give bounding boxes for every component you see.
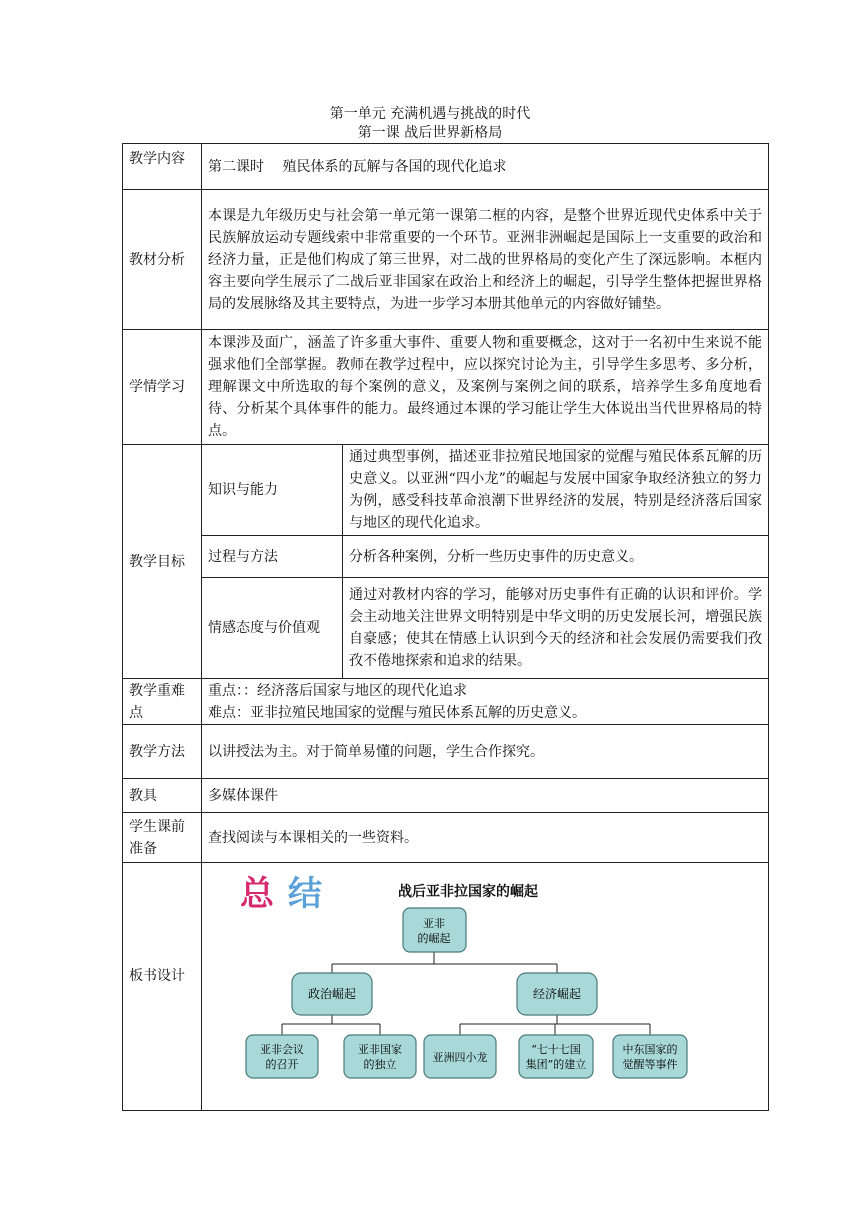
node-politics-label: 政治崛起 [307,987,357,1001]
value-tools: 多媒体课件 [202,779,769,813]
lesson-plan-table [122,143,769,1111]
node-independence-line2: 的独立 [363,1058,397,1071]
goal-value-attitude: 通过对教材内容的学习，能够对历史事件有正确的认识和评价。学会主动地关注世界文明特别是中华文明的历史发展长河，增强民族自豪感；使其在情感上认识到今天的经济和社会发展仍需要我们孜孜不倦地探索和追求的结果。 [343,578,769,679]
value-students: 本课涉及面广，涵盖了许多重大事件、重要人物和重要概念，这对于一名初中生来说不能强求他们全部掌握。教师在教学过程中，应以探究讨论为主，引导学生多思考、多分析，理解课文中所选取的每个案例的意义，及案例与案例之间的联系，培养学生多角度地看待、分析某个具体事件的能力。最终通过本课的学习能让学生大体说出当代世界格局的特点。 [202,330,769,445]
node-root-line2: 的崛起 [417,932,451,945]
goal-label-process: 过程与方法 [202,536,343,578]
node-g77-line1: “七十七国 [531,1043,581,1056]
node-economy [517,973,597,1015]
value-keypoints [202,679,769,725]
label-content: 教学内容 [123,144,202,190]
summary-char-2: 结 [288,874,322,914]
row-material [123,190,769,330]
row-board [123,863,769,1111]
node-independence [344,1035,416,1078]
label-board: 板书设计 [123,863,202,1111]
node-g77 [519,1035,593,1078]
label-goals: 教学目标 [123,445,202,679]
label-keypoints: 教学重难点 [123,679,202,725]
goal-value-knowledge: 通过典型事例，描述亚非拉殖民地国家的觉醒与殖民体系瓦解的历史意义。以亚洲“四小龙”的崛起与发展中国家争取经济独立的努力为例，感受科技革命浪潮下世界经济的发展，特别是经济落后国家与地区的现代化追求。 [343,445,769,536]
board-title: 战后亚非拉国家的崛起 [398,884,538,900]
node-middle-east-box [613,1035,687,1078]
node-g77-line2: 集团”的建立 [525,1058,587,1071]
board-cell [202,863,769,1111]
row-tools [123,779,769,813]
node-economy-label: 经济崛起 [532,987,582,1001]
node-four-dragons [424,1035,496,1078]
node-independence-box [344,1035,416,1078]
row-content [123,144,769,190]
label-material: 教材分析 [123,190,202,330]
node-conference [246,1035,318,1078]
node-g77-box [519,1035,593,1078]
node-independence-line1: 亚非国家 [358,1043,402,1056]
node-conference-line1: 亚非会议 [260,1043,304,1056]
node-middle-east [613,1035,687,1078]
goal-label-attitude: 情感态度与价值观 [202,578,343,679]
summary-char-1: 总 [240,874,274,914]
lesson-title: 第一课 战后世界新格局 [357,125,503,141]
label-method: 教学方法 [123,725,202,779]
goal-label-knowledge: 知识与能力 [202,445,343,536]
focus-text: 重点：：经济落后国家与地区的现代化追求 [208,682,467,699]
row-method [123,725,769,779]
label-students: 学情学习 [123,330,202,445]
node-four-dragons-line1: 亚洲四小龙 [432,1051,488,1064]
row-keypoints [123,679,769,725]
unit-title: 第一单元 充满机遇与挑战的时代 [329,106,531,122]
difficulty-text: 难点：亚非拉殖民地国家的觉醒与殖民体系瓦解的历史意义。 [208,704,586,721]
board-diagram [202,863,768,1109]
row-goal-attitude [123,578,769,679]
row-prep [123,813,769,863]
label-prep: 学生课前准备 [123,813,202,863]
node-conference-line2: 的召开 [265,1058,299,1071]
row-students [123,330,769,445]
value-method: 以讲授法为主。对于简单易懂的问题，学生合作探究。 [202,725,769,779]
node-conference-box [246,1035,318,1078]
row-goal-process [123,536,769,578]
node-middle-east-line2: 觉醒等事件 [622,1058,678,1071]
node-politics [292,973,372,1015]
value-prep: 查找阅读与本课相关的一些资料。 [202,813,769,863]
node-root-box [403,908,466,952]
row-goal-knowledge [123,445,769,536]
node-middle-east-line1: 中东国家的 [622,1043,678,1056]
node-root-line1: 亚非 [423,917,445,930]
goal-value-process: 分析各种案例，分析一些历史事件的历史意义。 [343,536,769,578]
label-tools: 教具 [123,779,202,813]
value-content: 第二课时 殖民体系的瓦解与各国的现代化追求 [202,144,769,190]
node-root [403,908,466,952]
value-material: 本课是九年级历史与社会第一单元第一课第二框的内容，是整个世界近现代史体系中关于民族解放运动专题线索中非常重要的一个环节。亚洲非洲崛起是国际上一支重要的政治和经济力量，正是他们构成了第三世界，对二战的世界格局的变化产生了深远影响。本框内容主要向学生展示了二战后亚非国家在政治上和经济上的崛起，引导学生整体把握世界格局的发展脉络及其主要特点，为进一步学习本册其他单元的内容做好铺垫。 [202,190,769,330]
